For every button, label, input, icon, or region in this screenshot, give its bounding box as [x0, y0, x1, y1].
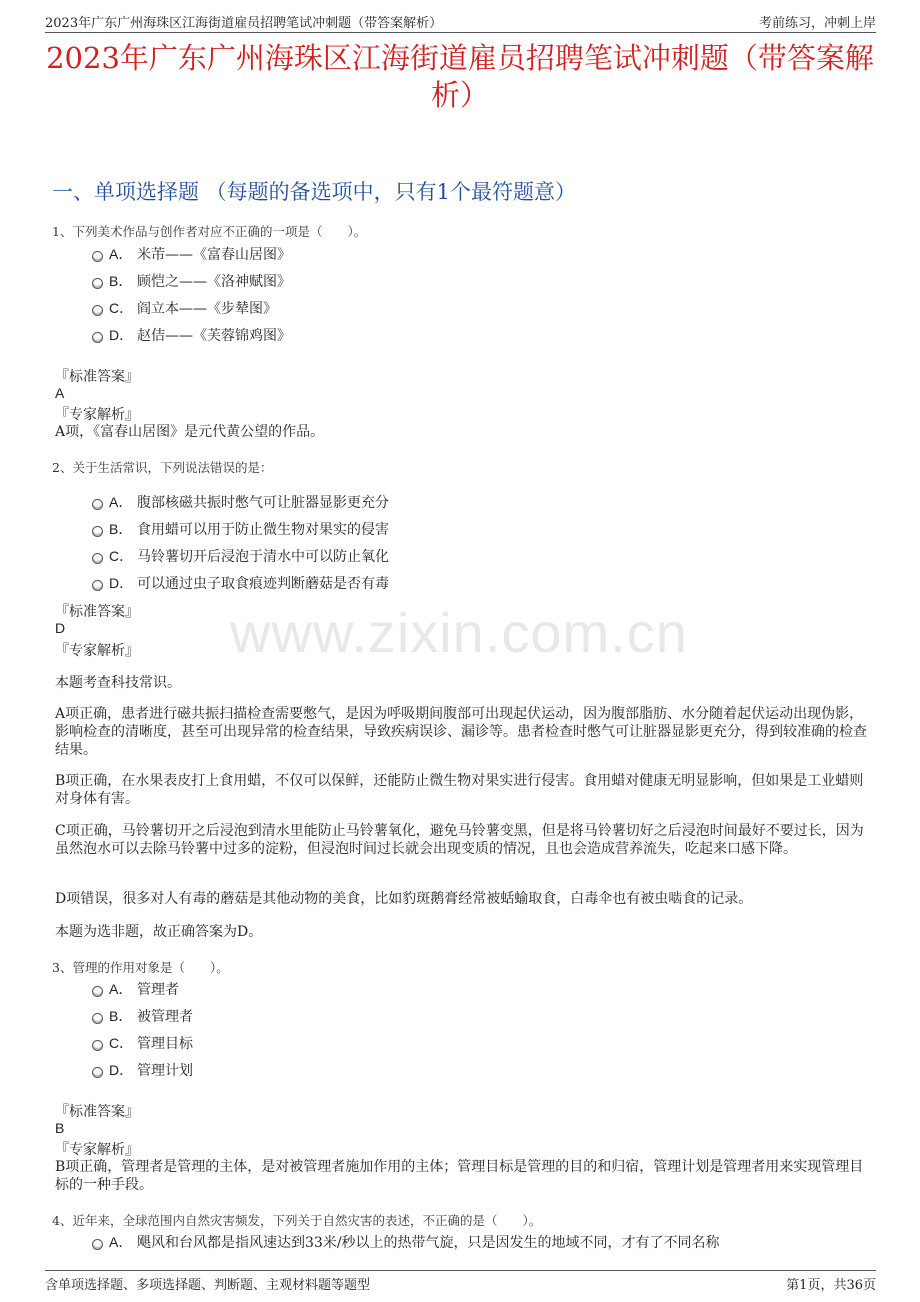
section-heading: 一、单项选择题 （每题的备选项中，只有1个最符题意） [52, 180, 577, 204]
answer-label: 『标准答案』 [55, 1104, 139, 1120]
radio-icon[interactable] [92, 526, 103, 537]
question-4-stem: 4、近年来，全球范围内自然灾害频发，下列关于自然灾害的表述，不正确的是（ ）。 [52, 1213, 542, 1228]
q3-option-a[interactable]: A． 管理者 [92, 979, 179, 999]
analysis-label: 『专家解析』 [55, 1142, 139, 1158]
watermark: www.zixin.com.cn [230, 601, 688, 664]
q1-option-c[interactable]: C． 阎立本——《步辇图》 [92, 298, 277, 318]
q3-option-d[interactable]: D． 管理计划 [92, 1060, 193, 1080]
q3-answer: B [55, 1120, 65, 1136]
radio-icon[interactable] [92, 1013, 103, 1024]
page-number: 第1页，共36页 [786, 1278, 876, 1293]
q1-option-a[interactable]: A． 米芾——《富春山居图》 [92, 244, 291, 264]
q2-analysis-c: C项正确，马铃薯切开之后浸泡到清水里能防止马铃薯氧化，避免马铃薯变黑，但是将马铃薯切好之后浸泡时间最好不要过长，因为虽然泡水可以去除马铃薯中过多的淀粉，但浸泡时间过长就会出现变质的情况，且也会造成营养流失，吃起来口感下降。 [55, 823, 864, 857]
q2-option-b[interactable]: B． 食用蜡可以用于防止微生物对果实的侵害 [92, 519, 389, 539]
q1-option-d[interactable]: D． 赵佶——《芙蓉锦鸡图》 [92, 325, 291, 345]
q3-analysis: B项正确，管理者是管理的主体，是对被管理者施加作用的主体；管理目标是管理的目的和归宿，管理计划是管理者用来实现管理目标的一种手段。 [55, 1159, 864, 1193]
q3-option-b[interactable]: B． 被管理者 [92, 1006, 193, 1026]
q2-option-c[interactable]: C． 马铃薯切开后浸泡于清水中可以防止氧化 [92, 546, 389, 566]
q4-option-a[interactable]: A． 飓风和台风都是指风速达到33米/秒以上的热带气旋，只是因发生的地域不同，才有了不同名称 [92, 1232, 720, 1252]
radio-icon[interactable] [92, 553, 103, 564]
radio-icon[interactable] [92, 1239, 103, 1250]
q2-analysis-conclusion: 本题为选非题，故正确答案为D。 [55, 924, 263, 940]
radio-icon[interactable] [92, 251, 103, 262]
question-1-stem: 1、下列美术作品与创作者对应不正确的一项是（ ）。 [52, 224, 367, 239]
analysis-label: 『专家解析』 [55, 407, 139, 423]
page-footer [45, 1270, 876, 1293]
question-3-stem: 3、管理的作用对象是（ ）。 [52, 960, 229, 975]
q3-option-c[interactable]: C． 管理目标 [92, 1033, 193, 1053]
q2-option-a[interactable]: A． 腹部核磁共振时憋气可让脏器显影更充分 [92, 492, 389, 512]
q2-analysis-b: B项正确，在水果表皮打上食用蜡，不仅可以保鲜，还能防止微生物对果实进行侵害。食用蜡对健康无明显影响，但如果是工业蜡则对身体有害。 [55, 773, 864, 807]
footer-question-types: 含单项选择题、多项选择题、判断题、主观材料题等题型 [45, 1278, 371, 1293]
answer-label: 『标准答案』 [55, 369, 139, 385]
q1-analysis: A项，《富春山居图》是元代黄公望的作品。 [55, 424, 325, 440]
page-header [45, 10, 876, 33]
radio-icon[interactable] [92, 305, 103, 316]
q2-analysis-d: D项错误，很多对人有毒的蘑菇是其他动物的美食，比如豹斑鹅膏经常被蛞蝓取食，白毒伞也有被虫啮食的记录。 [55, 891, 753, 907]
radio-icon[interactable] [92, 1067, 103, 1078]
radio-icon[interactable] [92, 499, 103, 510]
q2-answer: D [55, 620, 66, 636]
question-2-stem: 2、关于生活常识，下列说法错误的是： [52, 460, 273, 475]
radio-icon[interactable] [92, 278, 103, 289]
radio-icon[interactable] [92, 332, 103, 343]
q2-analysis-a: A项正确，患者进行磁共振扫描检查需要憋气，是因为呼吸期间腹部可出现起伏运动，因为腹部脂肪、水分随着起伏运动出现伪影，影响检查的清晰度，甚至可出现异常的检查结果，导致疾病误诊、漏诊等。患者检查时憋气可让脏器显影更充分，得到较准确的检查结果。 [55, 706, 867, 758]
radio-icon[interactable] [92, 580, 103, 591]
radio-icon[interactable] [92, 1040, 103, 1051]
q1-answer: A [55, 385, 65, 401]
q2-option-d[interactable]: D． 可以通过虫子取食痕迹判断蘑菇是否有毒 [92, 573, 389, 593]
q1-option-b[interactable]: B． 顾恺之——《洛神赋图》 [92, 271, 291, 291]
header-doc-title: 2023年广东广州海珠区江海街道雇员招聘笔试冲刺题（带答案解析） [45, 16, 443, 31]
document-title: 2023年广东广州海珠区江海街道雇员招聘笔试冲刺题（带答案解析） [46, 41, 874, 112]
radio-icon[interactable] [92, 986, 103, 997]
analysis-label: 『专家解析』 [55, 643, 139, 659]
header-slogan: 考前练习，冲刺上岸 [758, 16, 876, 31]
q2-analysis-intro: 本题考查科技常识。 [55, 675, 181, 691]
answer-label: 『标准答案』 [55, 604, 139, 620]
